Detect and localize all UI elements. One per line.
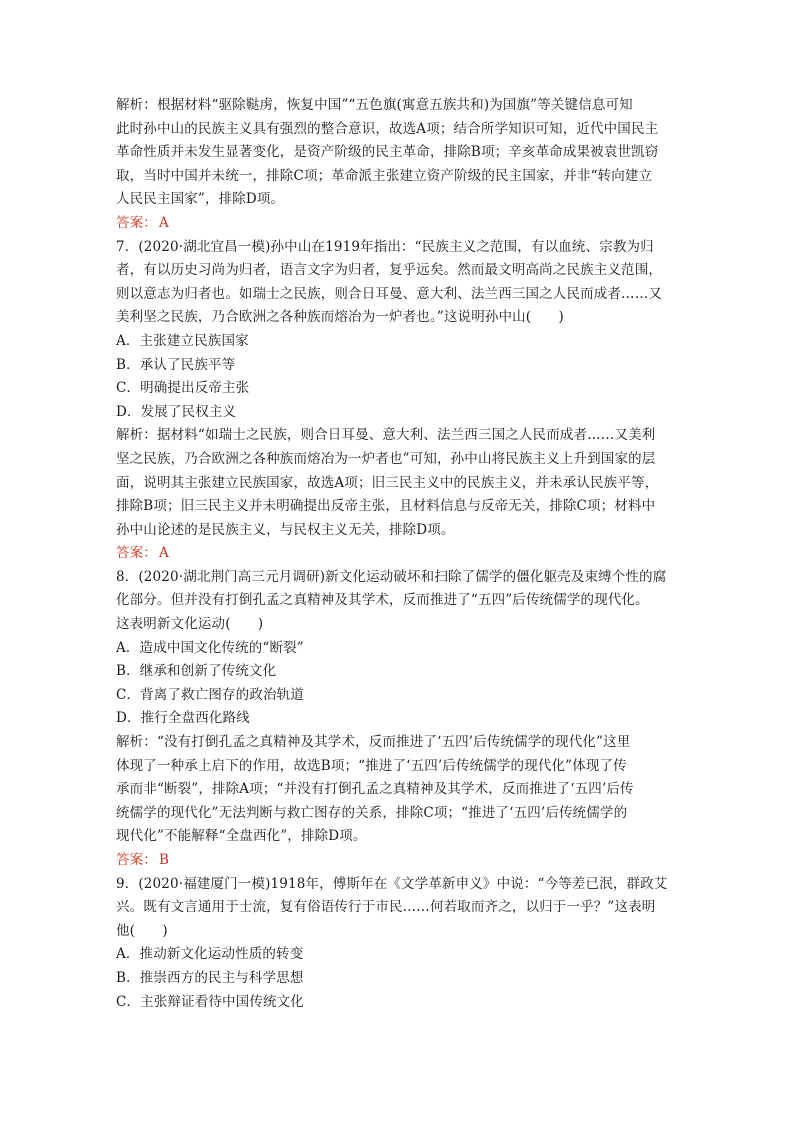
text-line: 面，说明其主张建立民族国家，故选A项；旧三民主义中的民族主义，并未承认民族平等， [116, 474, 659, 491]
text-line: B．承认了民族平等 [116, 356, 236, 373]
answer-line [116, 542, 682, 566]
text-line: D．推行全盘西化路线 [116, 710, 250, 727]
answer-value: A [158, 545, 169, 562]
text-line: 美利坚之民族，乃合欧洲之各种族而熔冶为一炉者也。”这说明孙中山( ) [116, 309, 564, 326]
text-line: B．继承和创新了传统文化 [116, 663, 277, 680]
text-line: A．造成中国文化传统的“断裂” [116, 639, 304, 656]
text-line: 者，有以历史习尚为归者，语言文字为归者，复乎远矣。然而最文明高尚之民族主义范围， [116, 262, 662, 279]
text-line: 8．(2020·湖北荆门高三元月调研)新文化运动破坏和扫除了儒学的僵化躯壳及束缚个性的腐 [116, 568, 667, 585]
text-line: 革命性质并未发生显著变化，是资产阶级的民主革命，排除B项；辛亥革命成果被袁世凯窃 [116, 144, 659, 161]
text-line: 9．(2020·福建厦门一模)1918年，傅斯年在《文学革新申义》中说：“今等差已泯，群政艾 [116, 875, 668, 892]
text-line: 孙中山论述的是民族主义，与民权主义无关，排除D项。 [116, 521, 455, 538]
text-line: 则以意志为归者也。如瑞士之民族，则合日耳曼、意大利、法兰西三国之人民而成者……又 [116, 285, 662, 302]
text-line: 兴。既有文言通用于士流，复有俗语传行于市民……何若取而齐之，以归于一乎？”这表明 [116, 899, 656, 916]
text-line: D．发展了民权主义 [116, 403, 237, 420]
text-line: 这表明新文化运动( ) [116, 616, 264, 633]
answer-value: B [158, 852, 170, 868]
text-line: C．明确提出反帝主张 [116, 380, 250, 397]
text-line: 体现了一种承上启下的作用，故选B项；“推进了‘五四’后传统儒学的现代化”体现了传 [116, 757, 627, 774]
text-line: B．推崇西方的民主与科学思想 [116, 969, 304, 986]
text-line: 7．(2020·湖北宜昌一模)孙中山在1919年指出：“民族主义之范围，有以血统、宗教为归 [116, 238, 654, 255]
text-line: 取，当时中国并未统一，排除C项；革命派主张建立资产阶级的民主国家，并非“转向建立 [116, 167, 653, 184]
text-line: C．背离了救亡图存的政治轨道 [116, 686, 304, 703]
text-line: 他( ) [116, 922, 168, 939]
text-line: A．主张建立民族国家 [116, 332, 249, 349]
answer-line [116, 212, 682, 236]
text-line: 统儒学的现代化”无法判断与救亡图存的关系，排除C项；“推进了‘五四’后传统儒学的 [116, 804, 628, 821]
text-line: 排除B项；旧三民主义并未明确提出反帝主张，且材料信息与反帝无关，排除C项；材料中 [116, 498, 656, 515]
text-line: 现代化”不能解释“全盘西化”，排除D项。 [116, 828, 367, 845]
text-line: A．推动新文化运动性质的转变 [116, 946, 304, 963]
text-line: 解析：根据材料“驱除鞑虏，恢复中国”“五色旗(寓意五族共和)为国旗”等关键信息可知 [116, 97, 633, 113]
text-line: 承而非“断裂”，排除A项；“并没有打倒孔孟之真精神及其学术，反而推进了‘五四’后传 [116, 781, 634, 798]
answer-label: 答案： [116, 852, 157, 868]
text-line: 此时孙中山的民族主义具有强烈的整合意识，故选A项；结合所学知识可知，近代中国民主 [116, 120, 659, 137]
text-line: 解析：“没有打倒孔孟之真精神及其学术，反而推进了‘五四’后传统儒学的现代化”这里 [116, 734, 631, 751]
text-line: 化部分。但并没有打倒孔孟之真精神及其学术，反而推进了“五四”后传统儒学的现代化。 [116, 592, 649, 609]
document-page [116, 94, 682, 1014]
answer-label: 答案： [116, 545, 157, 562]
answer-value: A [158, 214, 169, 231]
answer-line [116, 849, 682, 873]
text-line: 坚之民族，乃合欧洲之各种族而熔冶为一炉者也”可知，孙中山将民族主义上升到国家的层 [116, 450, 656, 467]
text-line: 人民民主国家”，排除D项。 [116, 191, 285, 208]
answer-label: 答案： [116, 214, 157, 231]
text-line: C．主张辩证看待中国传统文化 [116, 993, 304, 1010]
text-line: 解析：据材料“如瑞士之民族，则合日耳曼、意大利、法兰西三国之人民而成者……又美利 [116, 427, 656, 444]
